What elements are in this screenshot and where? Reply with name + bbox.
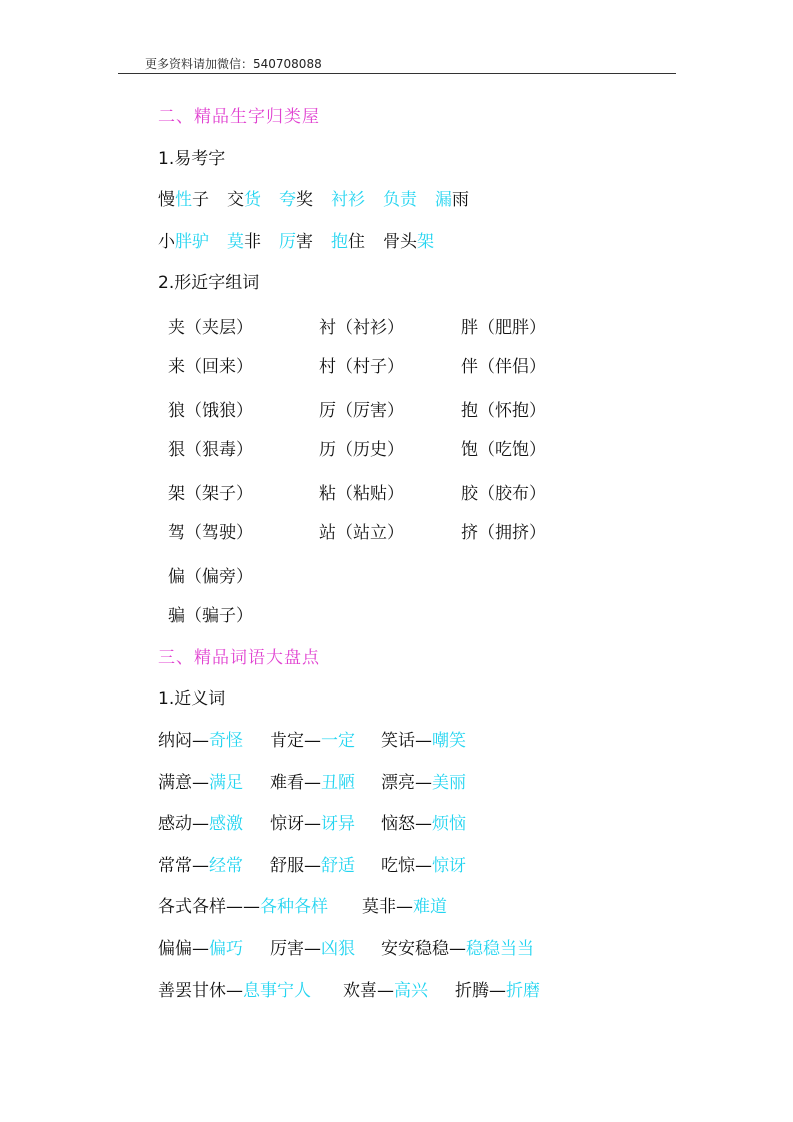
highlighted-char: 货 [244, 190, 261, 210]
plain-char: 害 [296, 232, 313, 252]
easy-word [158, 232, 209, 252]
easy-word [279, 232, 313, 252]
easy-word [227, 232, 261, 252]
plain-char: 交 [227, 190, 244, 210]
synonyms-title: 1.近义词 [158, 689, 226, 709]
synonym-word: 纳闷— [158, 731, 209, 751]
synonym-word: 莫非— [362, 897, 413, 917]
synonym-pair [381, 813, 466, 835]
synonym-answer: 惊讶 [432, 856, 466, 876]
header-rule [118, 73, 676, 74]
easy-word [383, 190, 417, 210]
synonym-answer: 各种各样 [260, 897, 328, 917]
synonym-word: 折腾— [455, 981, 506, 1001]
similar-cell: 历（历史） [319, 440, 404, 460]
similar-cell: 胶（胶布） [461, 484, 546, 504]
page-header: 更多资料请加微信：540708088 [145, 57, 322, 71]
easy-word [227, 190, 261, 210]
synonym-answer: 嘲笑 [432, 731, 466, 751]
synonym-word: 常常— [158, 856, 209, 876]
highlighted-char: 漏 [435, 190, 452, 210]
synonym-word: 满意— [158, 773, 209, 793]
highlighted-char: 莫 [227, 232, 244, 252]
synonym-word: 漂亮— [381, 773, 432, 793]
highlighted-char: 胖驴 [175, 232, 209, 252]
easy-words-title: 1.易考字 [158, 149, 226, 169]
synonym-answer: 美丽 [432, 773, 466, 793]
similar-cell: 伴（伴侣） [461, 357, 546, 377]
synonym-pair [381, 855, 466, 877]
synonym-answer: 满足 [209, 773, 243, 793]
synonym-answer: 偏巧 [209, 939, 243, 959]
highlighted-char: 架 [417, 232, 434, 252]
synonym-answer: 稳稳当当 [466, 939, 534, 959]
similar-cell: 夹（夹层） [168, 318, 253, 338]
easy-word [331, 190, 365, 210]
similar-cell: 狼（饿狼） [168, 401, 253, 421]
synonym-pair [158, 855, 243, 877]
synonym-word: 恼怒— [381, 814, 432, 834]
synonym-word: 欢喜— [343, 981, 394, 1001]
synonym-answer: 高兴 [394, 981, 428, 1001]
synonym-pair [158, 980, 311, 1002]
plain-char: 骨头 [383, 232, 417, 252]
plain-char: 住 [348, 232, 365, 252]
highlighted-char: 负责 [383, 190, 417, 210]
highlighted-char: 夸 [279, 190, 296, 210]
synonym-word: 难看— [270, 773, 321, 793]
highlighted-char: 厉 [279, 232, 296, 252]
similar-cell: 偏（偏旁） [168, 567, 253, 587]
similar-cell: 来（回来） [168, 357, 253, 377]
plain-char: 子 [192, 190, 209, 210]
plain-char: 非 [244, 232, 261, 252]
synonym-answer: 凶狠 [321, 939, 355, 959]
synonym-answer: 奇怪 [209, 731, 243, 751]
synonym-pair [158, 896, 328, 918]
synonym-pair [455, 980, 540, 1002]
similar-cell: 挤（拥挤） [461, 523, 546, 543]
synonym-pair [381, 772, 466, 794]
synonym-answer: 讶异 [321, 814, 355, 834]
similar-cell: 饱（吃饱） [461, 440, 546, 460]
synonym-word: 肯定— [270, 731, 321, 751]
plain-char: 小 [158, 232, 175, 252]
highlighted-char: 性 [175, 190, 192, 210]
synonym-answer: 烦恼 [432, 814, 466, 834]
similar-cell: 厉（厉害） [319, 401, 404, 421]
synonym-answer: 一定 [321, 731, 355, 751]
similar-cell: 驾（驾驶） [168, 523, 253, 543]
synonym-pair [158, 813, 243, 835]
synonym-pair [381, 938, 534, 960]
similar-cell: 粘（粘贴） [319, 484, 404, 504]
similar-cell: 架（架子） [168, 484, 253, 504]
synonym-pair [158, 938, 243, 960]
similar-cell: 狠（狠毒） [168, 440, 253, 460]
synonym-pair [270, 813, 355, 835]
synonym-word: 偏偏— [158, 939, 209, 959]
synonym-answer: 舒适 [321, 856, 355, 876]
synonym-word: 各式各样—— [158, 897, 260, 917]
easy-word [435, 190, 469, 210]
synonym-pair [270, 938, 355, 960]
synonym-answer: 感激 [209, 814, 243, 834]
highlighted-char: 抱 [331, 232, 348, 252]
synonym-word: 惊讶— [270, 814, 321, 834]
easy-word [331, 232, 365, 252]
similar-cell: 胖（肥胖） [461, 318, 546, 338]
easy-row-2 [158, 231, 434, 253]
easy-word [383, 232, 434, 252]
similar-cell: 站（站立） [319, 523, 404, 543]
plain-char: 雨 [452, 190, 469, 210]
plain-char: 慢 [158, 190, 175, 210]
synonym-pair [158, 772, 243, 794]
synonym-pair [343, 980, 428, 1002]
synonym-word: 善罢甘休— [158, 981, 243, 1001]
synonym-pair [158, 730, 243, 752]
synonym-word: 感动— [158, 814, 209, 834]
synonym-answer: 折磨 [506, 981, 540, 1001]
synonym-word: 吃惊— [381, 856, 432, 876]
synonym-answer: 息事宁人 [243, 981, 311, 1001]
synonym-answer: 难道 [413, 897, 447, 917]
synonym-word: 安安稳稳— [381, 939, 466, 959]
easy-row-1 [158, 189, 469, 211]
synonym-pair [270, 855, 355, 877]
synonym-answer: 丑陋 [321, 773, 355, 793]
synonym-word: 笑话— [381, 731, 432, 751]
synonym-pair [270, 730, 355, 752]
easy-word [158, 190, 209, 210]
section-3-title: 三、精品词语大盘点 [158, 648, 320, 668]
similar-cell: 村（村子） [319, 357, 404, 377]
easy-word [279, 190, 313, 210]
synonym-answer: 经常 [209, 856, 243, 876]
plain-char: 奖 [296, 190, 313, 210]
similar-cell: 衬（衬衫） [319, 318, 404, 338]
section-2-title: 二、精品生字归类屋 [158, 107, 320, 127]
synonym-word: 舒服— [270, 856, 321, 876]
similar-words-title: 2.形近字组词 [158, 273, 260, 293]
synonym-word: 厉害— [270, 939, 321, 959]
synonym-pair [362, 896, 447, 918]
highlighted-char: 衬衫 [331, 190, 365, 210]
synonym-pair [270, 772, 355, 794]
similar-cell: 抱（怀抱） [461, 401, 546, 421]
similar-cell: 骗（骗子） [168, 606, 253, 626]
synonym-pair [381, 730, 466, 752]
